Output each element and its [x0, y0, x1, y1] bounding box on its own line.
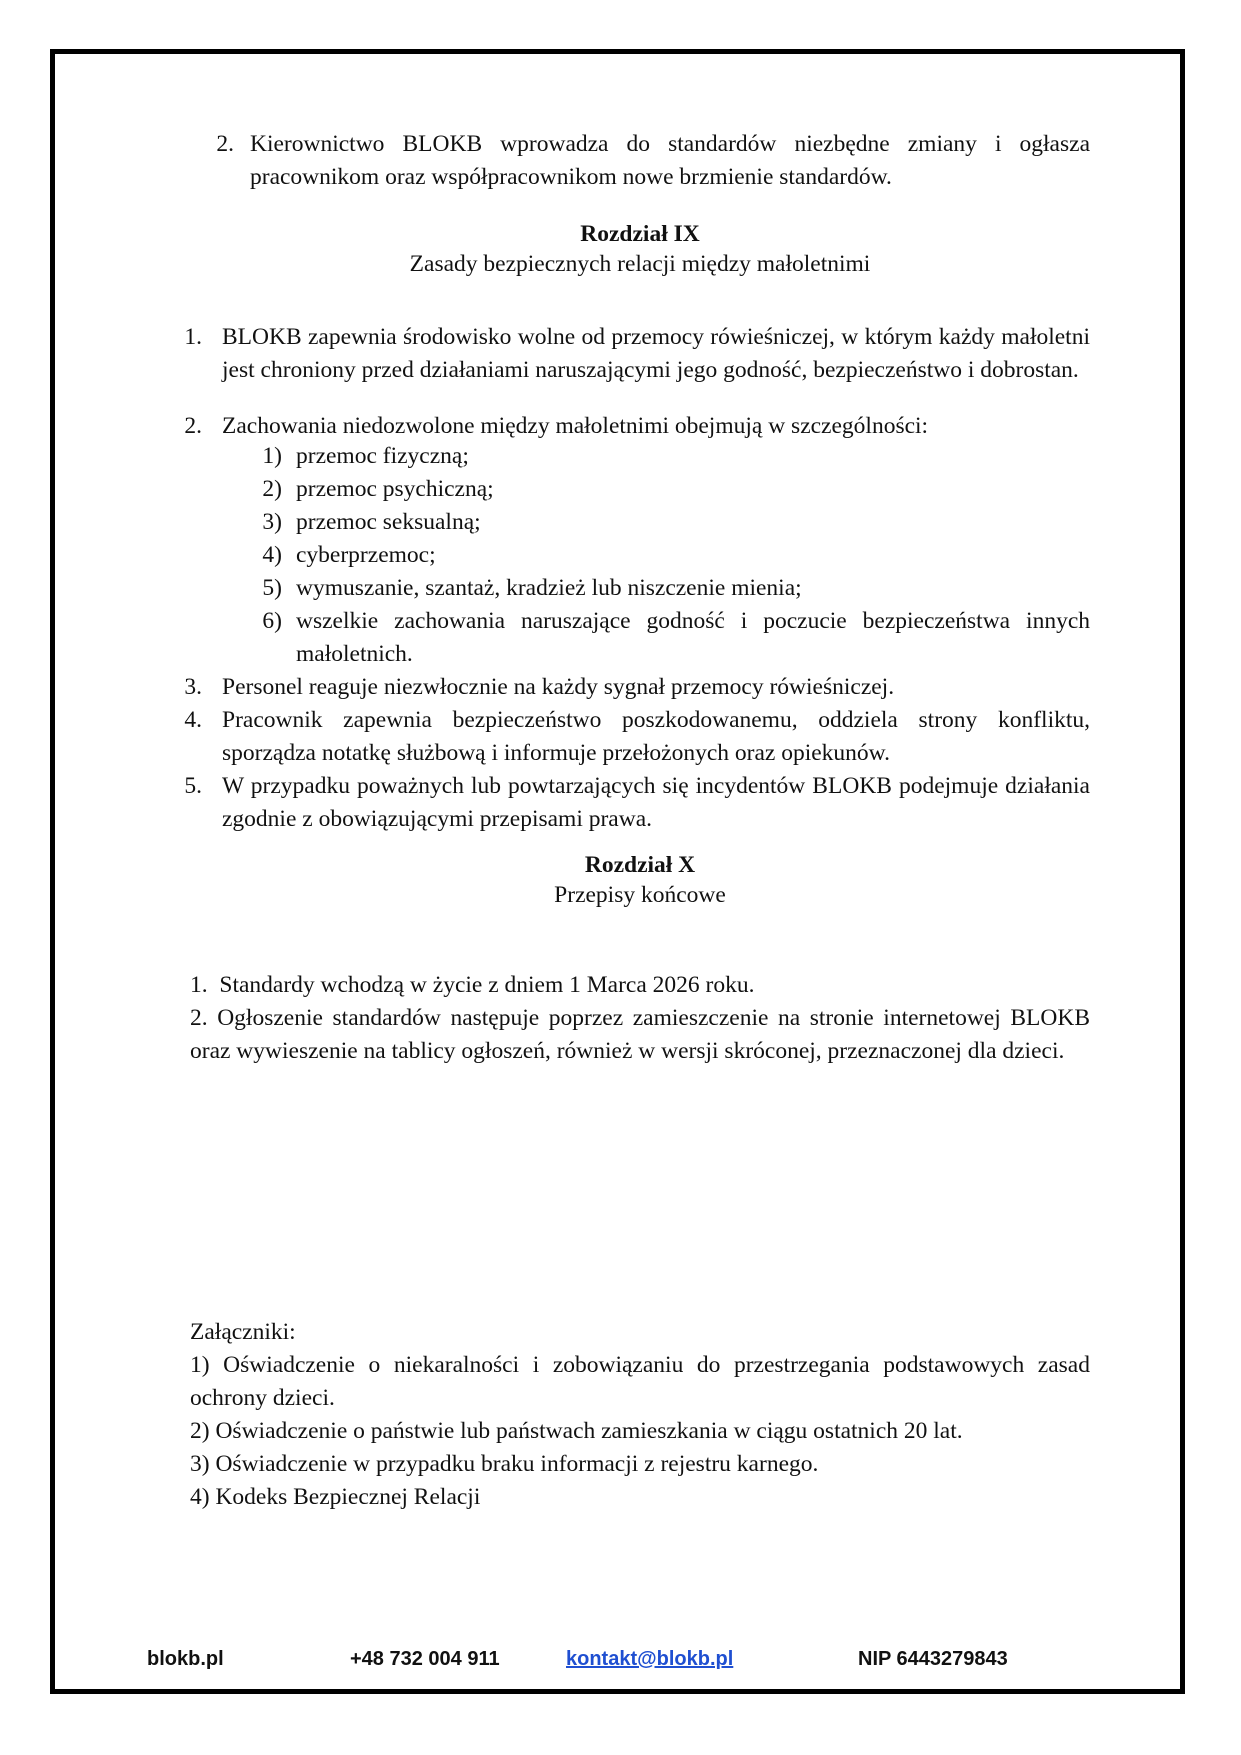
list-number: 5.	[184, 773, 202, 799]
list-item: Kierownictwo BLOKB wprowadza do standardów niezbędne zmiany i ogłasza pracownikom oraz współpracownikom nowe brzmienie standardów.	[250, 131, 1090, 190]
sublist-item: przemoc seksualną;	[296, 509, 481, 535]
footer-email-link[interactable]: kontakt@blokb.pl	[566, 1648, 734, 1670]
sublist-number: 6)	[262, 608, 282, 634]
sublist-number: 2)	[262, 476, 282, 502]
footer-phone: +48 732 004 911	[350, 1648, 500, 1670]
attachment-item: 1) Oświadczenie o niekaralności i zobowiązaniu do przestrzegania podstawowych zasad ochrony dzieci.	[190, 1352, 1090, 1411]
attachment-item: 2) Oświadczenie o państwie lub państwach zamieszkania w ciągu ostatnich 20 lat.	[190, 1418, 963, 1444]
sublist-item: wszelkie zachowania naruszające godność i poczucie bezpieczeństwa innych małoletnich.	[296, 608, 1090, 667]
list-number: 1.	[184, 324, 202, 350]
list-item: Zachowania niedozwolone między małoletnimi obejmują w szczególności:	[222, 413, 929, 439]
chapter-subtitle: Zasady bezpiecznych relacji między małoletnimi	[409, 251, 871, 277]
list-item: Personel reaguje niezwłocznie na każdy sygnał przemocy rówieśniczej.	[222, 674, 895, 700]
footer-nip: NIP 6443279843	[858, 1648, 1008, 1670]
list-item: W przypadku poważnych lub powtarzających się incydentów BLOKB podejmuje działania zgodnie z obowiązującymi przepisami prawa.	[222, 773, 1090, 832]
attachment-item: 4) Kodeks Bezpiecznej Relacji	[190, 1484, 481, 1510]
list-number: 2.	[184, 413, 202, 439]
list-item: Pracownik zapewnia bezpieczeństwo poszkodowanemu, oddziela strony konfliktu, sporządza notatkę służbową i informuje przełożonych oraz opiekunów.	[222, 707, 1090, 766]
chapter-title: Rozdział X	[584, 852, 696, 878]
sublist-item: przemoc fizyczną;	[296, 443, 469, 469]
list-number: 3.	[184, 674, 202, 700]
paragraph: 2. Ogłoszenie standardów następuje poprzez zamieszczenie na stronie internetowej BLOKB oraz wywieszenie na tablicy ogłoszeń, również w wersji skróconej, przeznaczonej dla dzieci.	[190, 1005, 1090, 1064]
list-number: 2.	[216, 131, 234, 157]
chapter-subtitle: Przepisy końcowe	[554, 882, 726, 908]
sublist-item: przemoc psychiczną;	[296, 476, 494, 502]
sublist-item: wymuszanie, szantaż, kradzież lub niszczenie mienia;	[296, 575, 802, 601]
list-item: BLOKB zapewnia środowisko wolne od przemocy rówieśniczej, w którym każdy małoletni jest chroniony przed działaniami naruszającymi jego godność, bezpieczeństwo i dobrostan.	[222, 324, 1090, 383]
attachment-item: 3) Oświadczenie w przypadku braku informacji z rejestru karnego.	[190, 1451, 819, 1477]
sublist-number: 4)	[262, 542, 282, 568]
footer-website[interactable]: blokb.pl	[147, 1648, 224, 1670]
sublist-number: 3)	[262, 509, 282, 535]
paragraph: 1. Standardy wchodzą w życie z dniem 1 Marca 2026 roku.	[190, 972, 755, 998]
chapter-title: Rozdział IX	[580, 221, 700, 247]
list-number: 4.	[184, 707, 202, 733]
sublist-number: 1)	[262, 443, 282, 469]
sublist-number: 5)	[262, 575, 282, 601]
sublist-item: cyberprzemoc;	[296, 542, 436, 568]
attachments-heading: Załączniki:	[190, 1319, 296, 1345]
